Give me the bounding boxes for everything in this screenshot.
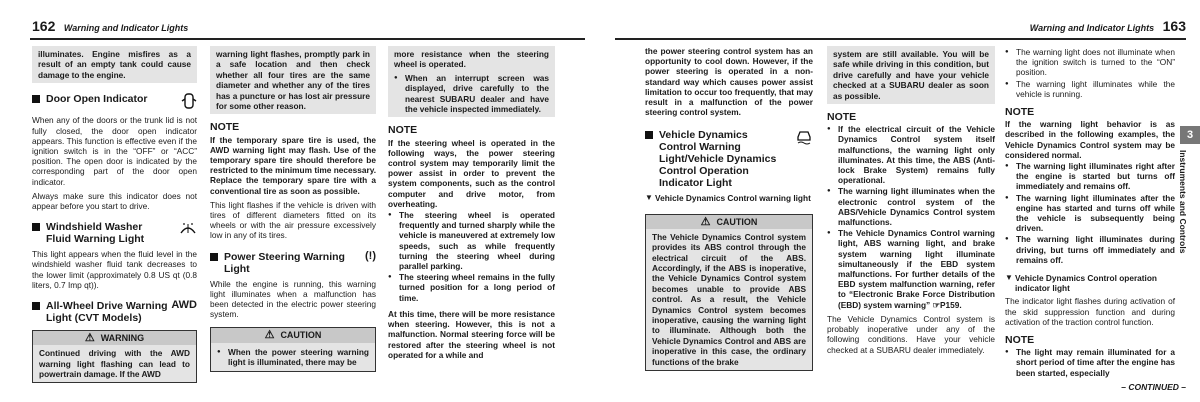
list-item: ● The steering wheel is operated frequently and turned sharply while the vehicle is maneuvered at extremely low speeds, such as while frequently turning the steering wheel during parallel parking. [388, 210, 555, 271]
caution-item: ● When the power steering warning light is illuminated, there may be [217, 347, 369, 368]
note-heading: NOTE [388, 124, 418, 137]
power-steering-icon: (!) [365, 249, 376, 262]
right-page-header [1030, 18, 1186, 38]
page-gutter [585, 0, 615, 402]
square-bullet-icon [645, 131, 653, 139]
note-heading: NOTE [1005, 334, 1035, 347]
note-bold-text: At this time, there will be more resistance when steering. However, this is not a malfunction. Normal steering force will be restored after the steering wheel is not operated for a while and [388, 308, 555, 360]
body-text: The indicator light flashes during activation of the skid suppression function and during activation of the traction control function. [1005, 296, 1175, 327]
section-heading [32, 300, 197, 324]
header-rule [615, 38, 1186, 40]
right-col-3 [1005, 46, 1175, 378]
chapter-side-label [1176, 150, 1200, 270]
note-text: This light flashes if the vehicle is driven with tires of different diameters fitted on its wheels or with the air pressure excessively low in any of its tires. [210, 199, 376, 241]
continued-box: system are still available. You will be safe while driving in this condition, but drive carefully and have your vehicle checked at a SUBARU dealer as soon as possible. [827, 46, 995, 104]
door-open-title: Door Open Indicator [46, 93, 148, 106]
vdc-indicator-subtitle: Vehicle Dynamics Control operation indicator light [1015, 273, 1158, 294]
warning-label: WARNING [100, 333, 145, 344]
square-bullet-icon [32, 302, 40, 310]
washer-title: Windshield Washer Fluid Warning Light [46, 221, 145, 246]
list-item: ● The Vehicle Dynamics Control warning light, ABS warning light, and brake system warning light illuminate simultaneously if the EBD system malfunctions. For further details of the EBD system malfunction warning, refer to “Electronic Brake Force Distribution (EBD) system warning” ☞P159. [827, 228, 995, 310]
note-bold-text: If the steering wheel is operated in the following ways, the power steering control system may temporarily limit the power assist in order to prevent the system components, such as the control computer and drive motor, from overheating. [388, 137, 555, 209]
subheading [1005, 273, 1175, 293]
list-item: ● The warning light illuminates right after the engine is started but turns off immediately and remains off. [1005, 161, 1175, 192]
left-col-2 [210, 46, 376, 372]
section-heading [210, 251, 376, 275]
caution-label: CAUTION [716, 216, 758, 227]
caution-box [210, 327, 376, 371]
warning-text: Continued driving with the AWD warning light flashing can lead to powertrain damage. If the AWD [33, 345, 196, 382]
caution-text: The Vehicle Dynamics Control system provides its ABS control through the electrical circuit of the ABS. Accordingly, if the ABS is inoperative, the Vehicle Dynamics Control system becomes unable to provide ABS control. As a result, the Vehicle Dynamics Control system becomes inoperative, causing the warning light to illuminate. Although both the Vehicle Dynamics Control and ABS are inoperative in this case, the ordinary functions of the brake [646, 229, 812, 370]
square-bullet-icon [32, 223, 40, 231]
caution-body [211, 343, 375, 371]
continued-box [388, 46, 555, 117]
left-page [0, 0, 585, 402]
warning-triangle-icon: ⚠ [84, 332, 95, 345]
power-steering-title: Power Steering Warning Light [224, 250, 345, 275]
continued-box: illuminates. Engine misfires as a result of an empty tank could cause damage to the engine. [32, 46, 197, 83]
page-number: 162 [32, 18, 56, 34]
body-text: The Vehicle Dynamics Control system is probably inoperative under any of the following conditions. Have your vehicle checked at a SUBARU dealer immediately. [827, 313, 995, 355]
right-col-2 [827, 46, 995, 355]
section-heading [32, 221, 197, 245]
triangle-bullet-icon: ▼ [645, 193, 653, 203]
list-item: ● The warning light illuminates after the engine has started and turns off while the vehicle is subsequently being driven. [1005, 193, 1175, 234]
chapter-tab: 3 [1180, 126, 1200, 144]
list-item: ● The light may remain illuminated for a short period of time after the engine has been started, especially [1005, 347, 1175, 378]
vdc-car-skid-icon [785, 129, 813, 147]
continued-box: warning light flashes, promptly park in a safe location and then check whether all four tires are the same diameter and whether any of the tires has a puncture or has lost air pressure for some other reason. [210, 46, 376, 114]
note-heading: NOTE [210, 121, 240, 134]
left-page-header [32, 18, 188, 38]
subheading [645, 193, 813, 203]
washer-text: This light appears when the fluid level in the windshield washer fluid tank decreases to the lower limit (approximately 0.8 US qt (0.8 liters, 0.7 Imp qt)). [32, 249, 197, 290]
list-item: ● When an interrupt screen was displayed, drive carefully to the nearest SUBARU dealer and have the vehicle inspected immediately. [394, 73, 549, 115]
continued-text: more resistance when the steering wheel is operated. [394, 49, 549, 70]
door-open-icon [169, 93, 197, 111]
warning-header [33, 331, 196, 345]
caution-triangle-icon: ⚠ [264, 329, 275, 342]
door-open-text: When any of the doors or the trunk lid is not fully closed, the door open indicator appears. This function is effective even if the ignition switch is in the “OFF” or “ACC” position. The open door is indicated by the corresponding part of the door open indicator. [32, 115, 197, 187]
left-col-1 [32, 46, 197, 383]
continued-text: the power steering control system has an opportunity to cool down. However, if the power steering is operated in a non-standard way which causes power assist limitation to occur too frequently, that may result in a malfunction of the power steering control system. [645, 46, 813, 118]
awd-icon: AWD [171, 299, 197, 312]
list-item: ● The warning light does not illuminate when the ignition switch is turned to the “ON” position. [1005, 47, 1175, 78]
awd-title: All-Wheel Drive Warning Light (CVT Models) [46, 300, 168, 325]
page-number: 163 [1162, 18, 1186, 34]
running-header: Warning and Indicator Lights [63, 23, 189, 33]
right-col-1 [645, 46, 813, 371]
square-bullet-icon [210, 253, 218, 261]
continued-marker: – CONTINUED – [1121, 382, 1186, 392]
chapter-title: Instruments and Controls [1178, 150, 1188, 254]
right-page [615, 0, 1200, 402]
door-open-text-2: Always make sure this indicator does not appear before you start to drive. [32, 190, 197, 212]
warning-box [32, 330, 197, 383]
vdc-title: Vehicle Dynamics Control Warning Light/Vehicle Dynamics Control Operation Indicator Light [659, 129, 777, 190]
list-item: ● The warning light illuminates while the vehicle is running. [1005, 79, 1175, 99]
running-header: Warning and Indicator Lights [1029, 23, 1155, 33]
note-bold-text: If the temporary spare tire is used, the AWD warning light may flash. Use of the temporary spare tire should therefore be restricted to the minimum time necessary. Replace the temporary spare tire with a conventional tire as soon as possible. [210, 134, 376, 196]
caution-box [645, 214, 813, 371]
left-col-3 [388, 46, 555, 360]
list-item: ● The steering wheel remains in the fully turned position for a long period of time. [388, 272, 555, 303]
list-item: ● The warning light illuminates during driving, but turns off immediately and remains off. [1005, 234, 1175, 265]
list-item: ● The warning light illuminates when the electronic control system of the ABS/Vehicle Dynamics Control system malfunctions. [827, 186, 995, 227]
caution-header [646, 215, 812, 229]
square-bullet-icon [32, 95, 40, 103]
power-steering-text: While the engine is running, this warning light illuminates when a malfunction has been detected in the electric power steering system. [210, 278, 376, 320]
caution-triangle-icon: ⚠ [700, 215, 711, 228]
washer-fluid-icon [169, 221, 197, 237]
header-rule [30, 38, 585, 40]
caution-header [211, 328, 375, 342]
vdc-warning-subtitle: Vehicle Dynamics Control warning light [655, 193, 811, 204]
note-heading: NOTE [827, 111, 857, 124]
caution-label: CAUTION [280, 330, 322, 341]
section-heading [645, 129, 813, 189]
triangle-bullet-icon: ▼ [1005, 273, 1013, 283]
section-heading [32, 93, 197, 111]
list-item: ● If the electrical circuit of the Vehicle Dynamics Control system itself malfunctions, the warning light only illuminates. At this time, the ABS (Anti-lock Brake System) remains fully operational. [827, 124, 995, 185]
note-heading: NOTE [1005, 106, 1035, 119]
note-bold-text: If the warning light behavior is as described in the following examples, the Vehicle Dynamics Control system may be considered normal. [1005, 119, 1175, 160]
